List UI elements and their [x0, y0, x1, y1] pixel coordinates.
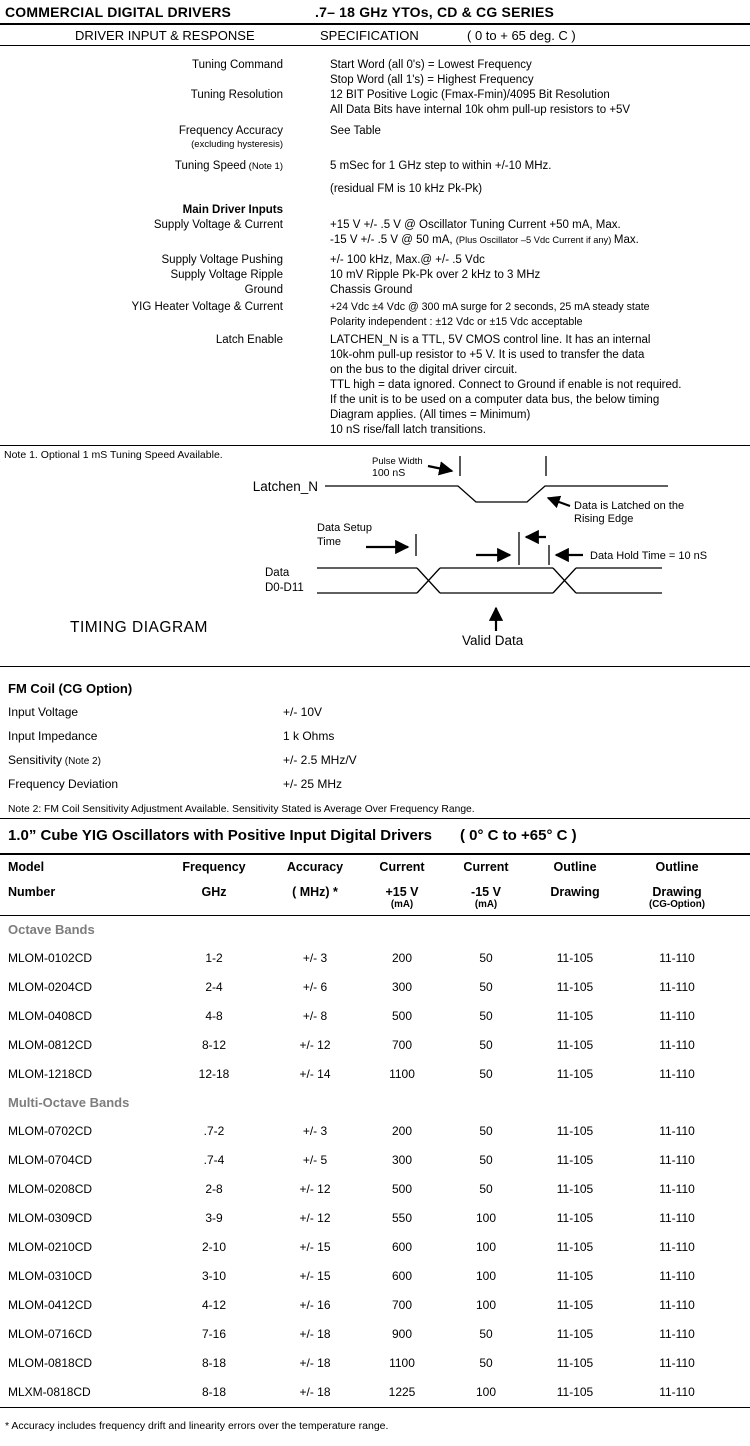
cell-value: 11-110 — [659, 980, 695, 994]
cell-value: 300 — [391, 1153, 413, 1167]
col-header-line2: +15 V — [385, 885, 419, 899]
cell-value: 2-8 — [205, 1182, 223, 1196]
spec-row — [0, 333, 750, 438]
spec-label-text: Tuning Resolution — [190, 89, 283, 101]
col-header-line3: (mA) — [474, 899, 498, 910]
cell-value: 11-110 — [659, 1298, 695, 1312]
col-header-line1: Frequency — [182, 860, 246, 874]
cell-value: 11-110 — [659, 1356, 695, 1370]
note-2: Note 2: FM Coil Sensitivity Adjustment Available. Sensitivity Stated is Average Over Frequency Range. — [8, 804, 475, 815]
data-bus-waveform — [317, 568, 662, 593]
spec-label-text: Main Driver Inputs — [182, 204, 283, 216]
spec-value-line — [330, 174, 748, 182]
latched-note-line1: Data is Latched on the — [574, 500, 685, 512]
spec-label-text: Tuning Speed — [174, 160, 247, 172]
table-section-header: Octave Bands — [8, 922, 95, 937]
timing-diagram-section — [0, 446, 750, 666]
spec-value-line: 12 BIT Positive Logic (Fmax-Fmin)/4095 Bit Resolution — [330, 89, 610, 101]
latched-note-line2: Rising Edge — [574, 513, 634, 525]
cell-model-number: MLOM-0210CD — [8, 1240, 93, 1254]
spec-value-line: +24 Vdc ±4 Vdc @ 300 mA surge for 2 seconds, 25 mA steady state — [330, 301, 650, 313]
fm-row-note: (Note 2) — [62, 756, 101, 767]
table-header — [0, 855, 750, 915]
col-driver-input-response: DRIVER INPUT & RESPONSE — [75, 28, 255, 43]
spec-label-text: Latch Enable — [215, 334, 283, 346]
col-header-line2: Drawing — [550, 885, 600, 899]
table-row — [8, 1320, 742, 1349]
col-specification: SPECIFICATION — [320, 28, 419, 43]
cell-value: 2-4 — [205, 980, 223, 994]
cell-model-number: MLOM-0702CD — [8, 1124, 93, 1138]
fm-coil-section — [0, 667, 750, 818]
spec-value-line: Start Word (all 0's) = Lowest Frequency — [330, 59, 532, 71]
spec-value-line: Polarity independent : ±12 Vdc or ±15 Vdc acceptable — [330, 316, 583, 328]
spec-value-seg: (Plus Oscillator –5 Vdc Current if any) — [455, 235, 614, 245]
cell-value: +/- 3 — [302, 1124, 328, 1138]
spec-row — [0, 124, 750, 151]
fm-coil-title: FM Coil (CG Option) — [8, 681, 133, 696]
cell-value: 11-110 — [659, 1240, 695, 1254]
col-header-line2: -15 V — [471, 885, 501, 899]
spec-label — [0, 268, 283, 283]
cell-value: 100 — [475, 1385, 497, 1399]
cell-value: +/- 18 — [299, 1356, 331, 1370]
spec-label — [0, 88, 283, 118]
col-header-6 — [622, 861, 732, 910]
cell-value: 900 — [391, 1327, 413, 1341]
fm-row — [8, 753, 750, 777]
spec-row — [0, 88, 750, 118]
fm-row-label: Input Voltage — [8, 705, 79, 719]
cell-value: +/- 18 — [299, 1327, 331, 1341]
cell-value: 550 — [391, 1211, 413, 1225]
cell-value: 11-105 — [556, 1385, 594, 1399]
timing-diagram — [0, 446, 750, 663]
spec-label-text: Tuning Command — [192, 59, 283, 71]
spec-values — [330, 58, 748, 88]
spec-label-text: YIG Heater Voltage & Current — [131, 301, 283, 313]
table-row — [8, 944, 742, 973]
spec-row — [0, 218, 750, 248]
cell-value: 11-110 — [659, 1182, 695, 1196]
table-temp-range: ( 0° C to +65° C ) — [460, 827, 577, 844]
table-row — [8, 1146, 742, 1175]
cell-model-number: MLOM-0704CD — [8, 1153, 93, 1167]
spec-value-line: Chassis Ground — [330, 284, 413, 296]
spec-row — [0, 283, 750, 298]
spec-label — [0, 300, 283, 330]
cell-value: 700 — [391, 1298, 413, 1312]
spec-value-line: Stop Word (all 1's) = Highest Frequency — [330, 74, 534, 86]
cell-value: 4-12 — [201, 1298, 227, 1312]
spec-label — [0, 58, 283, 88]
spec-row — [0, 159, 750, 197]
cell-value: +/- 5 — [302, 1153, 328, 1167]
cell-value: 7-16 — [201, 1327, 227, 1341]
spec-label — [0, 159, 283, 197]
cell-value: 12-18 — [198, 1067, 230, 1081]
table-body — [0, 916, 750, 1407]
spec-values — [330, 124, 748, 151]
cell-value: 1100 — [389, 1067, 415, 1081]
cell-value: 11-105 — [556, 1067, 594, 1081]
spec-values — [330, 218, 748, 248]
cell-value: 11-105 — [556, 1356, 594, 1370]
spec-value-line: 10 nS rise/fall latch transitions. — [330, 424, 486, 436]
timing-diagram-title: TIMING DIAGRAM — [70, 619, 208, 636]
cell-value: 50 — [479, 980, 493, 994]
cell-value: 8-18 — [201, 1385, 227, 1399]
spec-row — [0, 268, 750, 283]
cell-value: 700 — [391, 1038, 413, 1052]
cell-value: 11-105 — [556, 1240, 594, 1254]
spec-label — [0, 218, 283, 248]
cell-value: .7-2 — [203, 1124, 225, 1138]
cell-value: 50 — [479, 951, 493, 965]
spec-label — [0, 253, 283, 268]
col-header-3 — [360, 861, 444, 910]
cell-model-number: MLOM-0716CD — [8, 1327, 93, 1341]
spec-rows — [0, 46, 750, 445]
col-header-1 — [158, 861, 270, 910]
table-title-row — [0, 819, 750, 853]
spec-label-text: Supply Voltage Ripple — [170, 269, 283, 281]
spec-value-line: 10k-ohm pull-up resistor to +5 V. It is used to transfer the data — [330, 349, 645, 361]
cell-value: .7-4 — [203, 1153, 225, 1167]
cell-value: +/- 15 — [299, 1269, 331, 1283]
latchen-signal-label: Latchen_N — [252, 479, 318, 494]
rule — [0, 1407, 750, 1408]
col-header-line3: (CG-Option) — [648, 899, 706, 910]
spec-label — [0, 124, 283, 151]
setup-label-line1: Data Setup — [317, 522, 373, 534]
pulse-width-arrow — [428, 466, 452, 471]
table-header-row — [8, 861, 742, 910]
cell-value: +/- 14 — [299, 1067, 331, 1081]
fm-row-value: 1 k Ohms — [283, 729, 335, 743]
cell-value: 50 — [479, 1124, 493, 1138]
col-header-line1: Outline — [553, 860, 597, 874]
cell-value: 8-12 — [201, 1038, 227, 1052]
col-header-2 — [270, 861, 360, 910]
cell-value: 11-110 — [659, 1038, 695, 1052]
col-header-line1: Accuracy — [286, 860, 344, 874]
valid-data-label: Valid Data — [462, 633, 524, 648]
accuracy-footnote: * Accuracy includes frequency drift and linearity errors over the temperature range. — [5, 1420, 389, 1432]
table-row — [8, 1175, 742, 1204]
cell-value: 11-105 — [556, 1269, 594, 1283]
cell-value: 1-2 — [205, 951, 223, 965]
page-header — [0, 0, 750, 23]
cell-value: 11-105 — [556, 1327, 594, 1341]
rising-edge-arrow — [548, 498, 570, 506]
cell-value: 50 — [479, 1067, 493, 1081]
cell-value: 11-105 — [556, 1124, 594, 1138]
spec-label — [0, 283, 283, 298]
data-bus-label-line1: Data — [265, 567, 290, 579]
cell-value: 200 — [391, 951, 413, 965]
cell-value: 300 — [391, 980, 413, 994]
cell-value: 2-10 — [201, 1240, 227, 1254]
cell-value: 600 — [391, 1240, 413, 1254]
col-header-line1: Model — [8, 860, 45, 874]
cell-value: 50 — [479, 1182, 493, 1196]
cell-value: +/- 18 — [299, 1385, 331, 1399]
spec-values — [330, 253, 748, 268]
col-header-0 — [8, 861, 158, 910]
table-row — [8, 1204, 742, 1233]
col-header-5 — [528, 861, 622, 910]
cell-value: 11-105 — [556, 1298, 594, 1312]
cell-model-number: MLXM-0818CD — [8, 1385, 91, 1399]
table-row — [8, 973, 742, 1002]
table-row — [8, 1060, 742, 1089]
spec-row — [0, 253, 750, 268]
spec-row — [0, 58, 750, 88]
spec-value-line: 5 mSec for 1 GHz step to within +/-10 MHz. — [330, 160, 552, 172]
hold-time-label: Data Hold Time = 10 nS — [590, 550, 708, 562]
spec-label-text: Supply Voltage Pushing — [161, 254, 283, 266]
spec-value-line: (residual FM is 10 kHz Pk-Pk) — [330, 183, 483, 195]
spec-value-line: See Table — [330, 125, 381, 137]
fm-coil-rows — [8, 705, 750, 801]
pulse-width-value: 100 nS — [372, 467, 406, 479]
col-header-line1: Current — [379, 860, 425, 874]
cell-value: 100 — [475, 1269, 497, 1283]
cell-value: +/- 15 — [299, 1240, 331, 1254]
table-row — [8, 1291, 742, 1320]
table-row — [8, 1031, 742, 1060]
col-header-line2: ( MHz) * — [292, 885, 338, 899]
spec-values — [330, 283, 748, 298]
cell-value: +/- 3 — [302, 951, 328, 965]
cell-value: 8-18 — [201, 1356, 227, 1370]
table-title: 1.0” Cube YIG Oscillators with Positive Input Digital Drivers — [8, 827, 432, 844]
pulse-width-label: Pulse Width — [372, 456, 423, 467]
cell-value: 500 — [391, 1182, 413, 1196]
fm-row — [8, 729, 750, 753]
spec-label-text: Frequency Accuracy — [178, 125, 283, 137]
cell-value: 11-110 — [659, 1385, 695, 1399]
table-row — [8, 1262, 742, 1291]
cell-value: 50 — [479, 1356, 493, 1370]
cell-value: 50 — [479, 1038, 493, 1052]
spec-value-line: LATCHEN_N is a TTL, 5V CMOS control line. It has an internal — [330, 334, 651, 346]
note-1: Note 1. Optional 1 mS Tuning Speed Available. — [4, 449, 223, 461]
spec-value-seg: Max. — [613, 234, 639, 246]
cell-value: 11-110 — [659, 1067, 695, 1081]
spec-value-line: TTL high = data ignored. Connect to Ground if enable is not required. — [330, 379, 682, 391]
table-row — [8, 1349, 742, 1378]
cell-value: 11-110 — [659, 1009, 695, 1023]
spec-value-line: All Data Bits have internal 10k ohm pull-up resistors to +5V — [330, 104, 631, 116]
spec-label-sub: (excluding hysteresis) — [191, 139, 283, 150]
cell-value: +/- 12 — [299, 1038, 331, 1052]
cell-value: 11-105 — [556, 980, 594, 994]
cell-value: 1225 — [388, 1385, 416, 1399]
table-row — [8, 1378, 742, 1407]
fm-row-value: +/- 10V — [283, 705, 323, 719]
cell-value: +/- 12 — [299, 1211, 331, 1225]
table-row — [8, 1002, 742, 1031]
spec-label-text: Supply Voltage & Current — [153, 219, 283, 231]
col-header-line2: Number — [8, 885, 56, 899]
cell-value: 100 — [475, 1211, 497, 1225]
col-temp-range: ( 0 to + 65 deg. C ) — [467, 28, 576, 43]
cell-value: 4-8 — [205, 1009, 223, 1023]
table-section-header: Multi-Octave Bands — [8, 1095, 130, 1110]
cell-value: 600 — [391, 1269, 413, 1283]
spec-values — [330, 300, 748, 330]
cell-value: 1100 — [389, 1356, 415, 1370]
fm-row-label: Sensitivity (Note 2) — [8, 753, 101, 767]
fm-row-value: +/- 2.5 MHz/V — [283, 753, 357, 767]
spec-column-headers — [0, 25, 750, 45]
cell-value: 100 — [475, 1240, 497, 1254]
cell-model-number: MLOM-0310CD — [8, 1269, 93, 1283]
spec-values — [330, 159, 748, 197]
spec-value-line: 10 mV Ripple Pk-Pk over 2 kHz to 3 MHz — [330, 269, 541, 281]
page-title: COMMERCIAL DIGITAL DRIVERS — [5, 4, 232, 20]
fm-row — [8, 777, 750, 801]
spec-label-note: (Note 1) — [246, 161, 283, 172]
col-header-line2: Drawing — [652, 885, 702, 899]
cell-model-number: MLOM-0204CD — [8, 980, 93, 994]
cell-value: 3-9 — [205, 1211, 223, 1225]
setup-label-line2: Time — [317, 536, 342, 548]
spec-value-line: +15 V +/- .5 V @ Oscillator Tuning Current +50 mA, Max. — [330, 219, 621, 231]
cell-value: 100 — [475, 1298, 497, 1312]
cell-value: 11-110 — [659, 1211, 695, 1225]
spec-values — [330, 88, 748, 118]
fm-row-label: Input Impedance — [8, 729, 98, 743]
spec-row — [0, 203, 750, 218]
cell-value: 11-105 — [556, 1182, 594, 1196]
cell-value: 3-10 — [201, 1269, 227, 1283]
spec-value-seg: -15 V +/- .5 V @ 50 mA, — [330, 234, 456, 246]
spec-values — [330, 203, 748, 218]
spec-row — [0, 300, 750, 330]
cell-model-number: MLOM-0102CD — [8, 951, 93, 965]
fm-row — [8, 705, 750, 729]
spec-value-line — [330, 233, 748, 248]
data-bus-label-line2: D0-D11 — [265, 582, 304, 594]
cell-model-number: MLOM-0412CD — [8, 1298, 93, 1312]
spec-value-line: Diagram applies. (All times = Minimum) — [330, 409, 531, 421]
cell-value: +/- 6 — [302, 980, 328, 994]
spec-value-line: +/- 100 kHz, Max.@ +/- .5 Vdc — [330, 254, 485, 266]
cell-value: 11-110 — [659, 1153, 695, 1167]
cell-value: +/- 16 — [299, 1298, 331, 1312]
col-header-line2: GHz — [201, 885, 227, 899]
cell-value: 11-105 — [556, 1009, 594, 1023]
cell-value: 11-110 — [659, 1269, 695, 1283]
spec-value-line: on the bus to the digital driver circuit. — [330, 364, 518, 376]
series-title: .7– 18 GHz YTOs, CD & CG SERIES — [315, 4, 555, 20]
cell-model-number: MLOM-1218CD — [8, 1067, 93, 1081]
cell-value: 200 — [391, 1124, 413, 1138]
cell-value: 11-110 — [659, 1327, 695, 1341]
spec-values — [330, 268, 748, 283]
spec-label-text: Ground — [244, 284, 283, 296]
cell-value: 11-110 — [659, 1124, 695, 1138]
cell-value: 50 — [479, 1009, 493, 1023]
cell-value: 11-105 — [556, 951, 594, 965]
cell-value: 50 — [479, 1153, 493, 1167]
table-row — [8, 1117, 742, 1146]
cell-value: 11-110 — [659, 951, 695, 965]
table-row — [8, 1233, 742, 1262]
col-header-line1: Outline — [655, 860, 699, 874]
cell-model-number: MLOM-0812CD — [8, 1038, 93, 1052]
cell-model-number: MLOM-0208CD — [8, 1182, 93, 1196]
cell-model-number: MLOM-0309CD — [8, 1211, 93, 1225]
spec-value-line: If the unit is to be used on a computer data bus, the below timing — [330, 394, 660, 406]
cell-value: 11-105 — [556, 1211, 594, 1225]
spec-label — [0, 333, 283, 438]
cell-model-number: MLOM-0818CD — [8, 1356, 93, 1370]
spec-label — [0, 203, 283, 218]
cell-model-number: MLOM-0408CD — [8, 1009, 93, 1023]
cell-value: +/- 8 — [302, 1009, 328, 1023]
fm-row-label: Frequency Deviation — [8, 777, 119, 791]
col-header-line3: (mA) — [390, 899, 414, 910]
cell-value: +/- 12 — [299, 1182, 331, 1196]
cell-value: 500 — [391, 1009, 413, 1023]
col-header-line1: Current — [463, 860, 509, 874]
col-header-4 — [444, 861, 528, 910]
spec-values — [330, 333, 748, 438]
fm-row-value: +/- 25 MHz — [283, 777, 343, 791]
cell-value: 11-105 — [556, 1038, 594, 1052]
cell-value: 50 — [479, 1327, 493, 1341]
cell-value: 11-105 — [556, 1153, 594, 1167]
